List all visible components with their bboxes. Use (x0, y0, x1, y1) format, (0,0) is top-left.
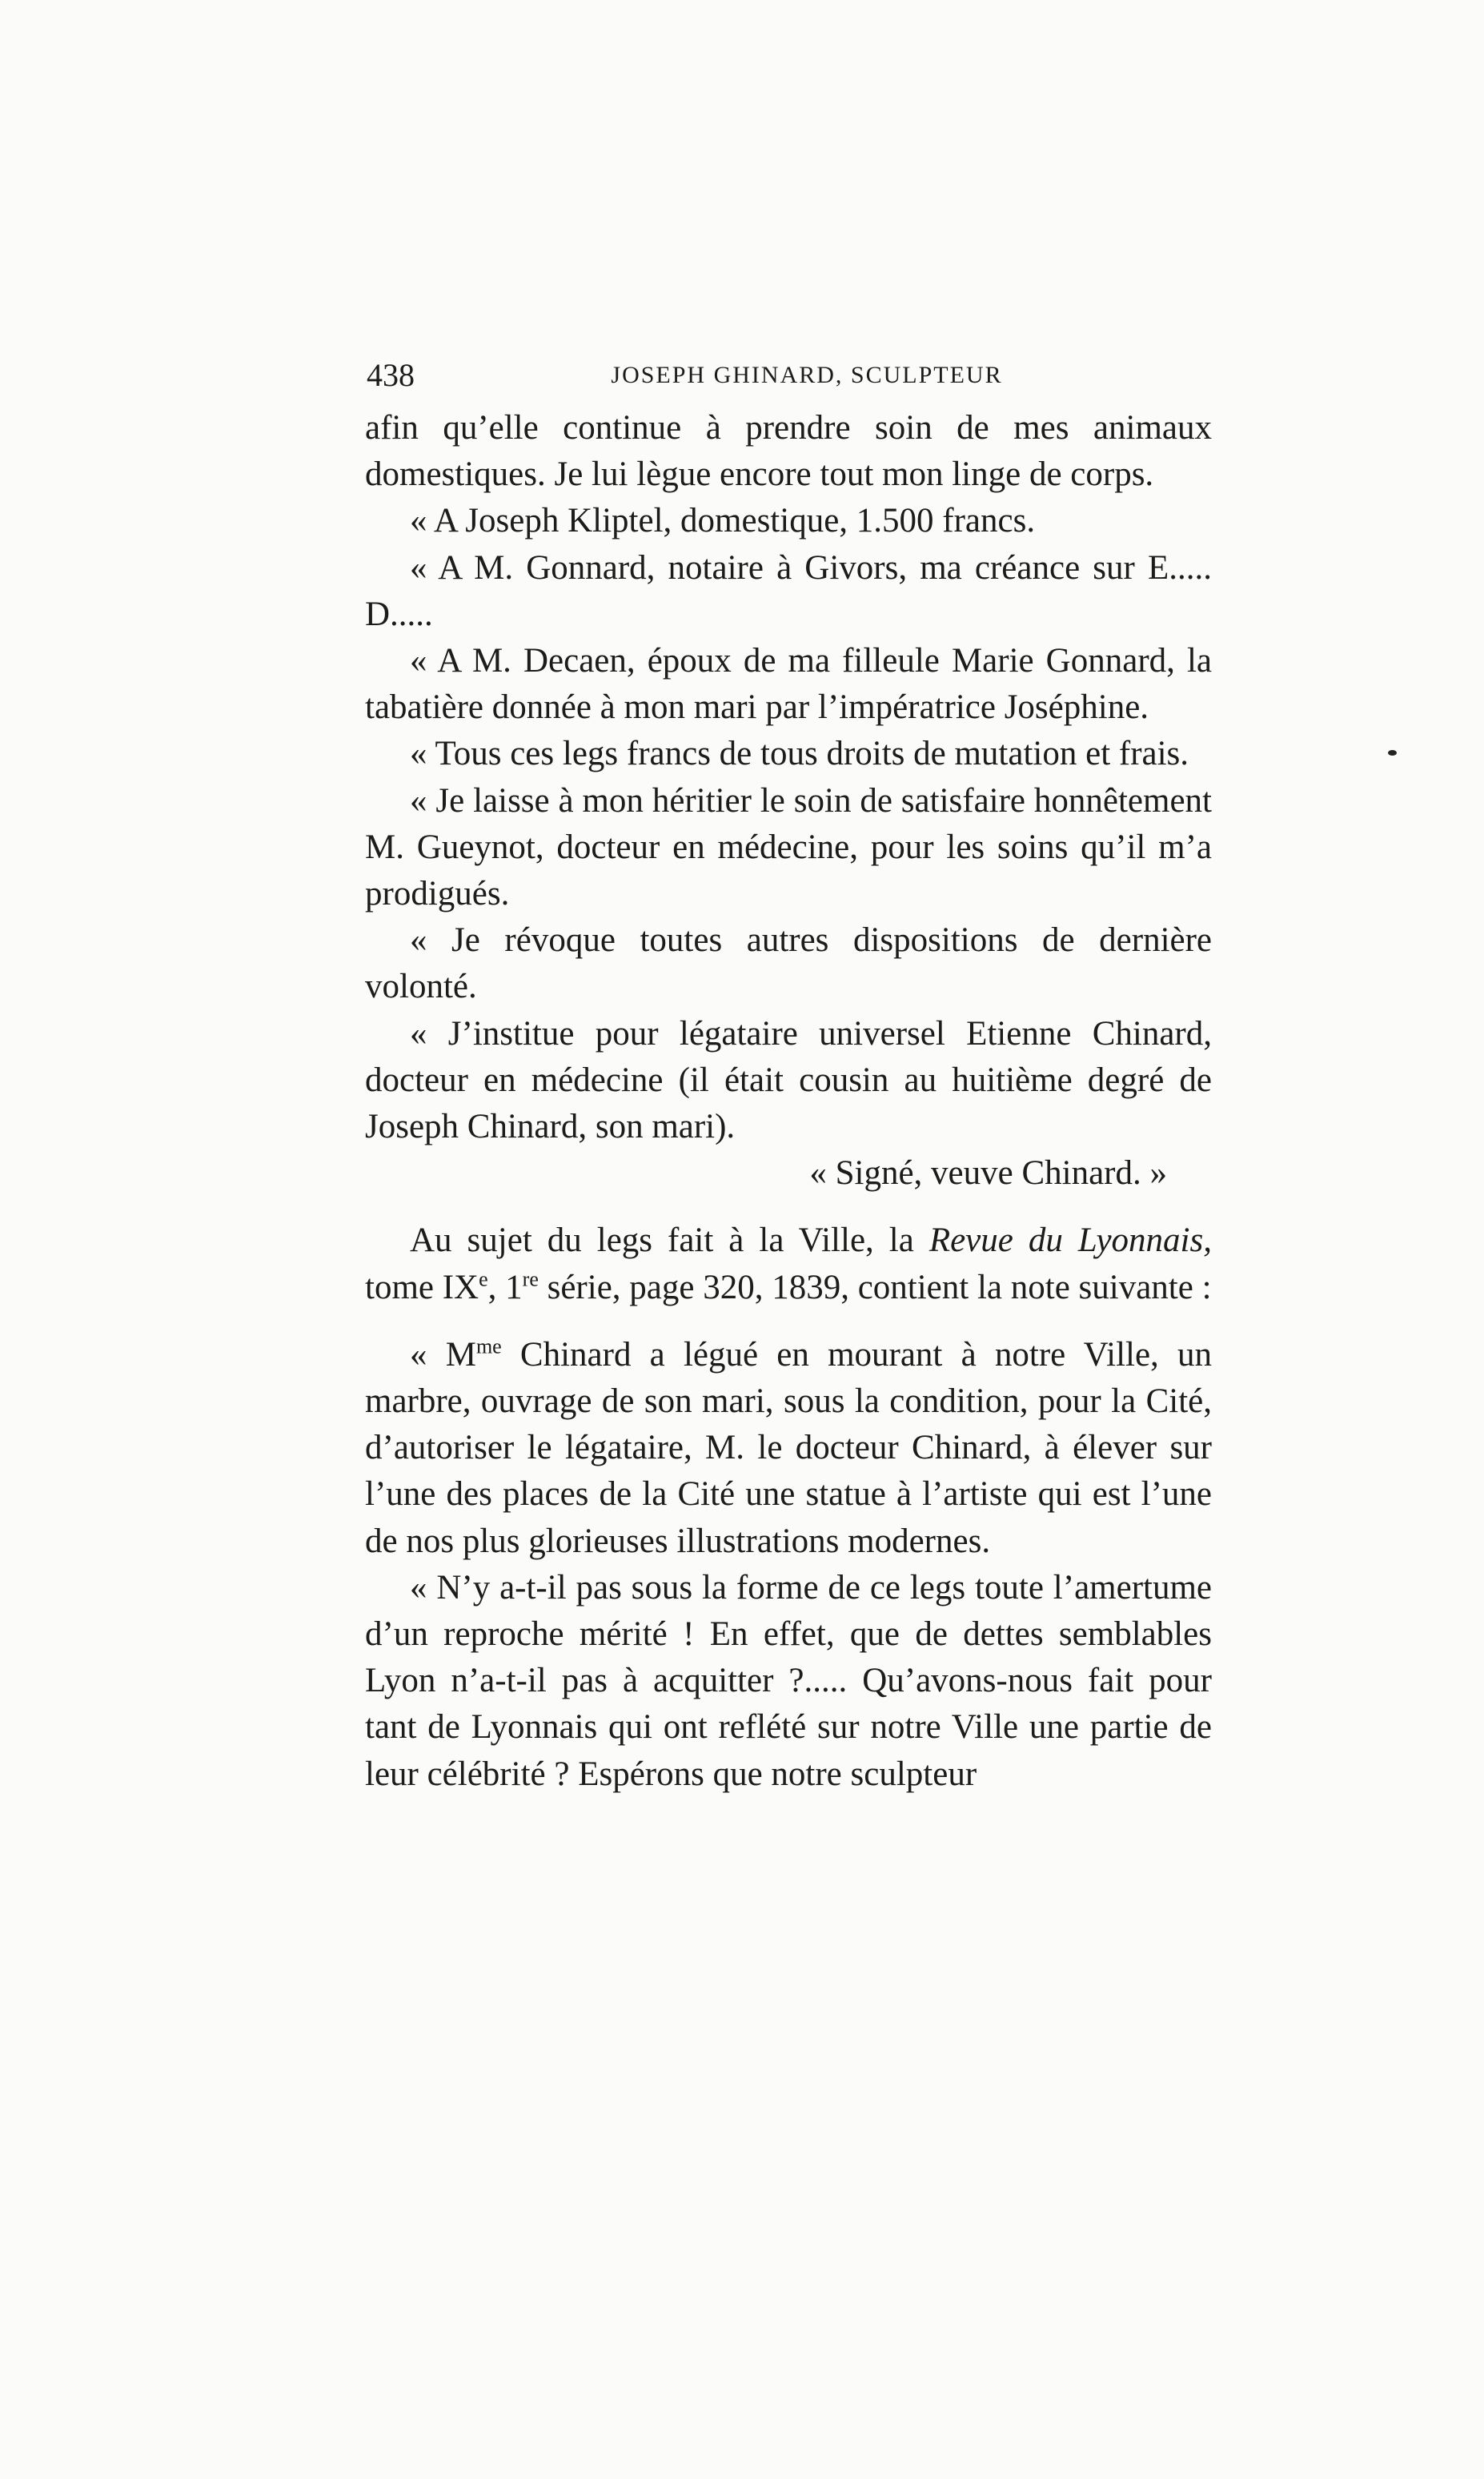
legataire-clause: « J’institue pour légataire universel Etienne Chinard, docteur en médecine (il était cousin au huitième degré de Joseph Chinard, son mari). (365, 1014, 1212, 1146)
running-title: JOSEPH GHINARD, SCULPTEUR (611, 362, 1003, 388)
journal-title: Revue du Lyonnais, (929, 1221, 1212, 1260)
quote1-part1: « M (410, 1335, 476, 1374)
revocation-clause: « Je révoque toutes autres dispositions de dernière volonté. (365, 921, 1212, 1006)
quoted-note-1 (365, 1332, 1212, 1565)
note-intro-part4: série, page 320, 1839, contient la note suivante : (538, 1268, 1212, 1306)
bequest-kliptel: « A Joseph Kliptel, domestique, 1.500 francs. (410, 502, 1036, 540)
bequest-decaen: « A M. Decaen, époux de ma filleule Marie Gonnard, la tabatière donnée à mon mari par l’impératrice Joséphine. (365, 642, 1212, 727)
legs-clause: « Tous ces legs francs de tous droits de mutation et frais. (410, 735, 1189, 773)
signature-line: « Signé, veuve Chinard. » (809, 1154, 1167, 1193)
heritier-clause: « Je laisse à mon héritier le soin de satisfaire honnêtement M. Gueynot, docteur en médecine, pour les soins qu’il m’a prodigués. (365, 781, 1212, 913)
quoted-note-2: « N’y a-t-il pas sous la forme de ce legs toute l’amertume d’un reproche mérité ! En effet, que de dettes semblables Lyon n’a-t-il pas à acquitter ?..... Qu’avons-nous fait pour tant de Lyonnais qui ont reflété sur notre Ville une partie de leur célébrité ? Espérons que notre sculpteur (365, 1568, 1212, 1793)
running-head (365, 352, 1212, 399)
page-number: 438 (367, 357, 415, 393)
ink-speck (1388, 750, 1397, 756)
bequest-gonnard: « A M. Gonnard, notaire à Givors, ma créance sur E..... D..... (365, 548, 1212, 633)
quote1-part2: Chinard a légué en mourant à notre Ville, un marbre, ouvrage de son mari, sous la condition, pour la Cité, d’autoriser le légataire, M. le docteur Chinard, à élever sur l’une des places de la Cité une statue à l’artiste qui est l’une de nos plus glorieuses illustrations modernes. (365, 1335, 1213, 1560)
note-intro (365, 1217, 1212, 1310)
madame-superscript: me (475, 1334, 502, 1358)
serie-superscript: re (522, 1267, 539, 1291)
note-intro-part3: , 1 (487, 1268, 523, 1306)
note-intro-part2: tome IX (365, 1268, 479, 1306)
paragraph-continuation: afin qu’elle continue à prendre soin de mes animaux domestiques. Je lui lègue encore tout mon linge de corps. (365, 409, 1212, 494)
note-intro-part1: Au sujet du legs fait à la Ville, la (410, 1221, 929, 1260)
body-text (365, 405, 1212, 1798)
tome-superscript: e (479, 1267, 488, 1291)
book-page (365, 352, 1212, 1798)
